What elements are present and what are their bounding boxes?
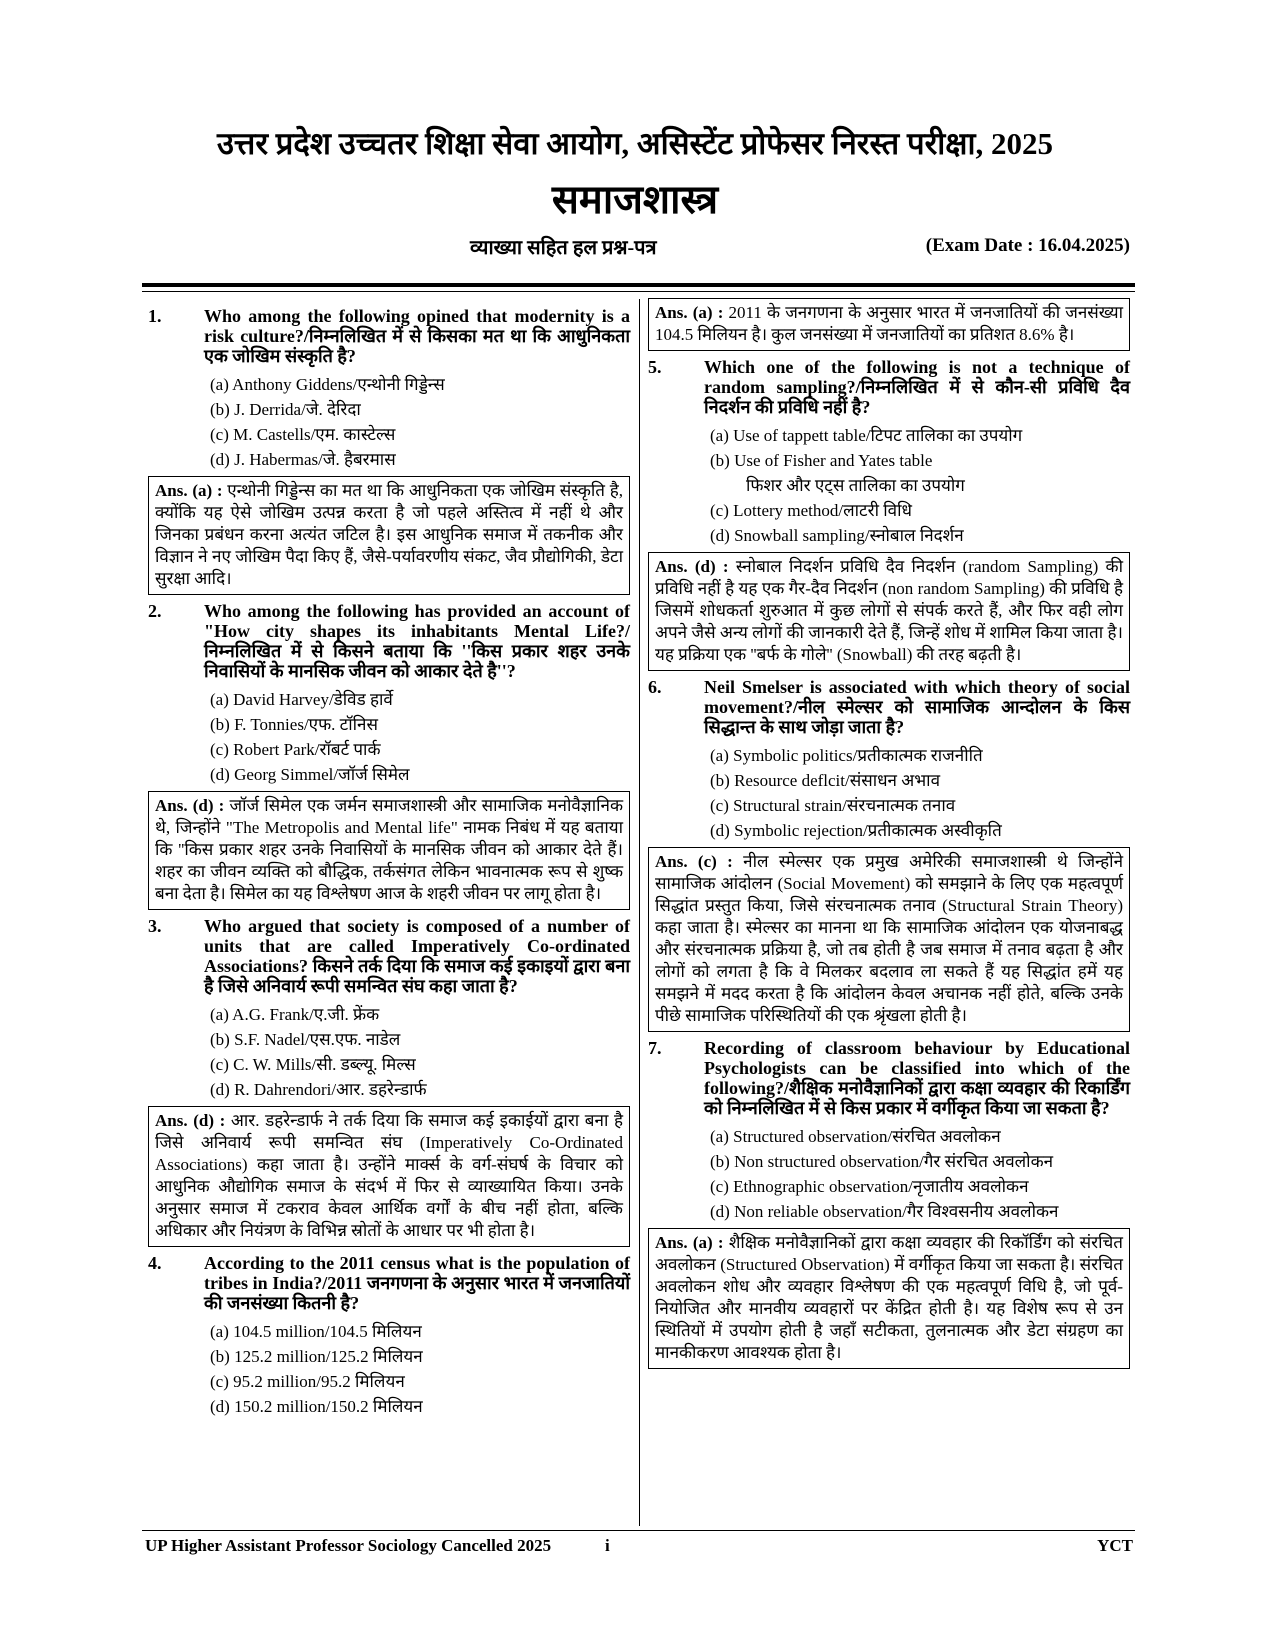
question-number: 7. [648,1038,662,1058]
question-6 [648,677,1130,843]
options-list [204,1319,630,1419]
footer-rule [142,1530,1135,1531]
page-number: i [605,1536,610,1555]
option-d: (d) Non reliable observation/गैर विश्वसनीय अवलोकन [710,1202,1059,1221]
option-d: (d) Georg Simmel/जॉर्ज सिमेल [210,765,410,784]
option-c: (c) M. Castells/एम. कास्टेल्स [210,425,396,444]
options-list [204,687,630,787]
option-d: (d) J. Habermas/जे. हैबरमास [210,450,396,469]
option-c: (c) Robert Park/रॉबर्ट पार्क [210,740,381,759]
question-number: 6. [648,677,662,697]
question-number: 2. [148,601,162,621]
exam-date: (Exam Date : 16.04.2025) [925,235,1130,256]
question-7 [648,1038,1130,1224]
answer-text: 2011 के जनगणना के अनुसार भारत में जनजातियों की जनसंख्या 104.5 मिलियन है। कुल जनसंख्या में जनजातियों का प्रतिशत 8.6% है। [655,303,1124,344]
question-5 [648,357,1130,548]
answer-label: Ans. (d) : [155,1111,226,1130]
option-b-text: (b) Use of Fisher and Yates table [710,451,933,470]
option-a: (a) David Harvey/डेविड हार्वे [210,690,393,709]
question-text: Which one of the following is not a technique of random sampling?/निम्नलिखित में से कौन-सी प्रविधि दैव निदर्शन की प्रविधि नहीं है? [704,357,1130,417]
right-column [648,303,1130,1375]
subtitle: व्याख्या सहित हल प्रश्न-पत्र [470,237,657,259]
question-text: Who among the following has provided an account of "How city shapes its inhabitants Mental Life?/निम्नलिखित में से किसने बताया कि ''किस प्रकार शहर उनके निवासियों के मानसिक जीवन को आकार देते है''? [204,601,630,681]
question-text: Who argued that society is composed of a number of units that are called Imperatively Co-ordinated Associations? किसने तर्क दिया कि समाज कई इकाइयों द्वारा बना है जिसे अनिवार्य रूपी समन्वित संघ कहा जाता है? [204,916,630,996]
option-b: (b) F. Tonnies/एफ. टॉनिस [210,715,378,734]
publisher-mark: YCT [1097,1536,1133,1555]
answer-box-4 [648,298,1130,351]
option-d: (d) R. Dahrendori/आर. डहरेन्डार्फ [210,1080,427,1099]
answer-text: नील स्मेल्सर एक प्रमुख अमेरिकी समाजशास्त्री थे जिन्होंने सामाजिक आंदोलन (Social Movement) को समझाने के लिए एक महत्वपूर्ण सिद्धांत प्रस्तुत किया, जिसे संरचनात्मक तनाव (Structural Strain Theory) कहा जाता है। स्मेल्सर का मानना था कि सामाजिक आंदोलन एक योजनाबद्ध और संरचनात्मक प्रक्रिया है, जो तब होती है जब समाज में तनाव बढ़ता है और लोगों को लगता है कि वे मिलकर बदलाव ला सकते हैं यह सिद्धांत हमें यह समझने में मदद करता है कि आंदोलन केवल अचानक नहीं होते, बल्कि उनके पीछे सामाजिक परिस्थितियों की एक श्रृंखला होती है। [655,852,1124,1025]
answer-label: Ans. (a) : [655,303,724,322]
option-a: (a) Symbolic politics/प्रतीकात्मक राजनीति [710,746,983,765]
answer-box-5 [648,552,1130,671]
option-d: (d) Symbolic rejection/प्रतीकात्मक अस्वीकृति [710,821,1002,840]
option-c: (c) 95.2 million/95.2 मिलियन [210,1372,405,1391]
option-a: (a) Use of tappett table/टिपट तालिका का उपयोग [710,426,1023,445]
option-a: (a) Structured observation/संरचित अवलोकन [710,1127,1001,1146]
option-b: (b) S.F. Nadel/एस.एफ. नाडेल [210,1030,401,1049]
answer-box-2 [148,791,630,910]
option-c: (c) Lottery method/लाटरी विधि [710,501,912,520]
question-number: 1. [148,306,162,326]
option-b: (b) J. Derrida/जे. देरिदा [210,400,361,419]
answer-text: स्नोबाल निदर्शन प्रविधि दैव निदर्शन (random Sampling) की प्रविधि नहीं है यह एक गैर-दैव निदर्शन (non random Sampling) की प्रविधि है जिसमें शोधकर्ता शुरुआत में कुछ लोगों से संपर्क करते हैं, और फिर वही लोग अपने जैसे अन्य लोगों की जानकारी देते हैं, जिन्हें शोध में शामिल किया जाता है। यह प्रक्रिया एक ''बर्फ के गोले'' (Snowball) की तरह बढ़ती है। [655,557,1124,664]
page-footer [145,1536,1133,1560]
option-b: (b) Non structured observation/गैर संरचित अवलोकन [710,1152,1054,1171]
answer-label: Ans. (a) : [655,1233,724,1252]
options-list [704,1124,1130,1224]
question-4 [148,1253,630,1419]
header-rule-thick [142,283,1135,287]
option-c: (c) Structural strain/संरचनात्मक तनाव [710,796,956,815]
option-a: (a) 104.5 million/104.5 मिलियन [210,1322,422,1341]
option-b-hindi: फिशर और एट्स तालिका का उपयोग [746,476,965,495]
answer-box-3 [148,1106,630,1247]
subject-title: समाजशास्त्र [551,177,719,222]
question-text: According to the 2011 census what is the population of tribes in India?/2011 जनगणना के अनुसार भारत में जनजातियों की जनसंख्या कितनी है? [204,1253,630,1313]
answer-box-7 [648,1228,1130,1369]
option-a: (a) Anthony Giddens/एन्थोनी गिड्डेन्स [210,375,445,394]
options-list [704,423,1130,548]
option-d: (d) Snowball sampling/स्नोबाल निदर्शन [710,526,964,545]
question-number: 5. [648,357,662,377]
question-3 [148,916,630,1102]
question-text: Recording of classroom behaviour by Educational Psychologists can be classified into which of the following?/शैक्षिक मनोवैज्ञानिकों द्वारा कक्षा व्यवहार की रिकार्डिंग को निम्नलिखित में से किस प्रकार में वर्गीकृत किया जा सकता है? [704,1038,1130,1118]
page-title: उत्तर प्रदेश उच्चतर शिक्षा सेवा आयोग, असिस्टेंट प्रोफेसर निरस्त परीक्षा, 2025 [216,126,1054,161]
answer-label: Ans. (a) : [155,481,223,500]
answer-text: शैक्षिक मनोवैज्ञानिकों द्वारा कक्षा व्यवहार की रिकॉर्डिंग को संरचित अवलोकन (Structured Observation) में वर्गीकृत किया जा सकता है। संरचित अवलोकन शोध और व्यवहार विश्लेषण की एक महत्वपूर्ण विधि है, जो पूर्व-नियोजित और मानवीय व्यवहारों पर केंद्रित होती है। यह विशेष रूप से उन स्थितियों में उपयोग होती है जहाँ सटीकता, तुलनात्मक और डेटा संग्रहण का मानकीकरण आवश्यक होता है। [655,1233,1123,1362]
answer-label: Ans. (d) : [155,796,225,815]
answer-box-1 [148,476,630,595]
page-header [140,122,1130,265]
option-d: (d) 150.2 million/150.2 मिलियन [210,1397,423,1416]
options-list [204,372,630,472]
option-a: (a) A.G. Frank/ए.जी. फ्रेंक [210,1005,380,1024]
answer-label: Ans. (d) : [655,557,729,576]
question-1 [148,306,630,472]
left-column [148,306,630,1423]
answer-box-6 [648,847,1130,1032]
question-2 [148,601,630,787]
question-number: 4. [148,1253,162,1273]
question-number: 3. [148,916,162,936]
subtitle-row [140,233,1130,265]
header-rule-thin [142,291,1135,292]
question-text: Who among the following opined that modernity is a risk culture?/निम्नलिखित में से किसका मत था कि आधुनिकता एक जोखिम संस्कृति है? [204,306,630,366]
question-text: Neil Smelser is associated with which theory of social movement?/नील स्मेल्सर को सामाजिक आन्दोलन के किस सिद्धान्त के साथ जोड़ा जाता है? [704,677,1130,737]
option-b: (b) Resource deflcit/संसाधन अभाव [710,771,941,790]
answer-label: Ans. (c) : [655,852,733,871]
answer-text: आर. डहरेन्डार्फ ने तर्क दिया कि समाज कई इकाईयों द्वारा बना है जिसे अनिवार्य रूपी समन्वित संघ (Imperatively Co-Ordinated Associations) कहा जाता है। उन्होंने मार्क्स के वर्ग-संघर्ष के विचार को आधुनिक औद्योगिक समाज के संदर्भ में फिर से व्याख्यायित किया। उनके अनुसार समाज में टकराव केवल आर्थिक वर्गों के बीच नहीं होता, बल्कि अधिकार और नियंत्रण के विभिन्न स्रोतों के आधार पर भी होता है। [155,1111,623,1240]
options-list [204,1002,630,1102]
column-divider [639,299,640,1526]
option-c: (c) C. W. Mills/सी. डब्ल्यू. मिल्स [210,1055,416,1074]
answer-text: जॉर्ज सिमेल एक जर्मन समाजशास्त्री और सामाजिक मनोवैज्ञानिक थे, जिन्होंने "The Metropolis and Mental life" नामक निबंध में यह बताया कि ''किस प्रकार शहर उनके निवासियों के मानसिक जीवन को आकार देते हैं। शहर का जीवन व्यक्ति को बौद्धिक, तर्कसंगत लेकिन भावनात्मक रूप से शुष्क बना देता है। सिमेल का यह विश्लेषण आज के शहरी जीवन पर लागू होता है। [155,796,623,903]
option-b: (b) 125.2 million/125.2 मिलियन [210,1347,423,1366]
options-list [704,743,1130,843]
answer-text: एन्थोनी गिड्डेन्स का मत था कि आधुनिकता एक जोखिम संस्कृति है, क्योंकि यह ऐसे जोखिम उत्पन्न करता है जो पहले अस्तित्व में नहीं थे और जिनका प्रबंधन करना अत्यंत जटिल है। इस आधुनिक समाज में तकनीक और विज्ञान ने नए जोखिम पैदा किए हैं, जैसे-पर्यावरणीय संकट, जैव प्रौद्योगिकी, डेटा सुरक्षा आदि। [155,481,623,588]
option-b [704,448,1130,498]
option-c: (c) Ethnographic observation/नृजातीय अवलोकन [710,1177,1029,1196]
footer-title: UP Higher Assistant Professor Sociology Cancelled 2025 [145,1536,552,1555]
